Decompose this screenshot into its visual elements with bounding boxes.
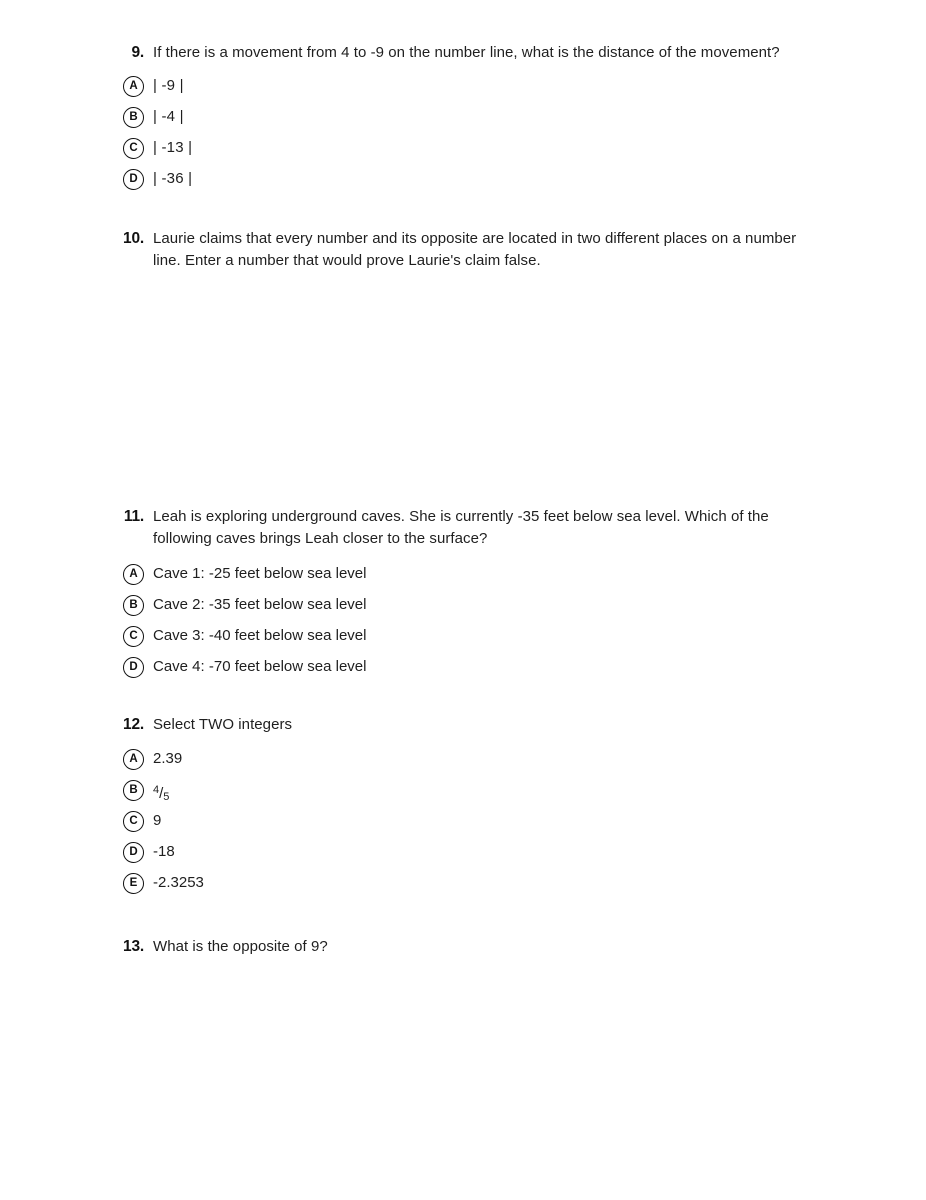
question-prompt-9: If there is a movement from 4 to -9 on the number line, what is the distance of the movement? <box>153 44 780 61</box>
option-bullet-icon[interactable]: C <box>123 811 144 832</box>
option-row-11-d[interactable] <box>0 654 926 685</box>
fraction-slash: / <box>159 784 164 802</box>
option-label: | -13 | <box>153 139 193 156</box>
question-heading-11 <box>0 506 926 550</box>
option-bullet-icon[interactable]: B <box>123 780 144 801</box>
option-row-11-c[interactable] <box>0 623 926 654</box>
option-bullet-icon[interactable]: C <box>123 138 144 159</box>
option-bullet-icon[interactable]: C <box>123 626 144 647</box>
option-label: | -4 | <box>153 108 184 125</box>
option-bullet-icon[interactable]: B <box>123 107 144 128</box>
option-label-fraction <box>153 777 169 810</box>
question-number-11: 11. <box>123 508 144 525</box>
option-row-9-b[interactable] <box>0 104 926 135</box>
option-label: Cave 3: -40 feet below sea level <box>153 627 367 644</box>
question-number-13: 13. <box>123 938 144 955</box>
option-row-12-d[interactable] <box>0 839 926 870</box>
option-bullet-icon[interactable]: D <box>123 169 144 190</box>
option-label: Cave 4: -70 feet below sea level <box>153 658 367 675</box>
question-prompt-13: What is the opposite of 9? <box>153 938 328 955</box>
option-label: | -36 | <box>153 170 193 187</box>
option-list-12 <box>0 746 926 901</box>
fraction-numerator: 4 <box>153 784 160 796</box>
option-label: Cave 1: -25 feet below sea level <box>153 565 367 582</box>
option-list-9 <box>0 73 926 197</box>
answer-space-10[interactable] <box>0 272 926 472</box>
question-number-12: 12. <box>123 716 144 733</box>
question-heading-9 <box>0 42 926 64</box>
option-bullet-icon[interactable]: A <box>123 76 144 97</box>
option-bullet-icon[interactable]: B <box>123 595 144 616</box>
fraction-denominator: 5 <box>163 790 170 803</box>
question-prompt-10: Laurie claims that every number and its opposite are located in two different places on a number line. Enter a number that would prove Laurie's claim false. <box>153 230 797 269</box>
question-block-11 <box>0 506 926 685</box>
option-row-12-a[interactable] <box>0 746 926 777</box>
option-bullet-icon[interactable]: A <box>123 749 144 770</box>
question-prompt-12: Select TWO integers <box>153 716 293 733</box>
option-bullet-icon[interactable]: E <box>123 873 144 894</box>
option-row-11-b[interactable] <box>0 592 926 623</box>
fraction-value <box>153 785 169 802</box>
option-label: | -9 | <box>153 77 184 94</box>
option-row-12-e[interactable] <box>0 870 926 901</box>
option-bullet-icon[interactable]: A <box>123 564 144 585</box>
option-row-12-b[interactable] <box>0 777 926 808</box>
option-label: -2.3253 <box>153 874 204 891</box>
answer-space-13[interactable] <box>0 958 926 1158</box>
option-label: -18 <box>153 843 175 860</box>
option-label: 9 <box>153 812 162 829</box>
option-bullet-icon[interactable]: D <box>123 842 144 863</box>
question-block-13 <box>0 936 926 1158</box>
option-row-11-a[interactable] <box>0 561 926 592</box>
option-row-9-d[interactable] <box>0 166 926 197</box>
question-heading-13 <box>0 936 926 958</box>
option-list-11 <box>0 561 926 685</box>
option-row-9-a[interactable] <box>0 73 926 104</box>
question-heading-10 <box>0 228 926 272</box>
option-label: 2.39 <box>153 750 183 767</box>
question-block-9 <box>0 42 926 197</box>
question-block-12 <box>0 714 926 901</box>
question-heading-12 <box>0 714 926 736</box>
option-row-12-c[interactable] <box>0 808 926 839</box>
question-prompt-11: Leah is exploring underground caves. She is currently -35 feet below sea level. Which of the following caves brings Leah closer to the surface? <box>153 508 769 547</box>
question-number-10: 10. <box>123 230 144 247</box>
option-bullet-icon[interactable]: D <box>123 657 144 678</box>
question-number-9: 9. <box>131 44 144 61</box>
option-row-9-c[interactable] <box>0 135 926 166</box>
question-block-10 <box>0 228 926 472</box>
option-label: Cave 2: -35 feet below sea level <box>153 596 367 613</box>
